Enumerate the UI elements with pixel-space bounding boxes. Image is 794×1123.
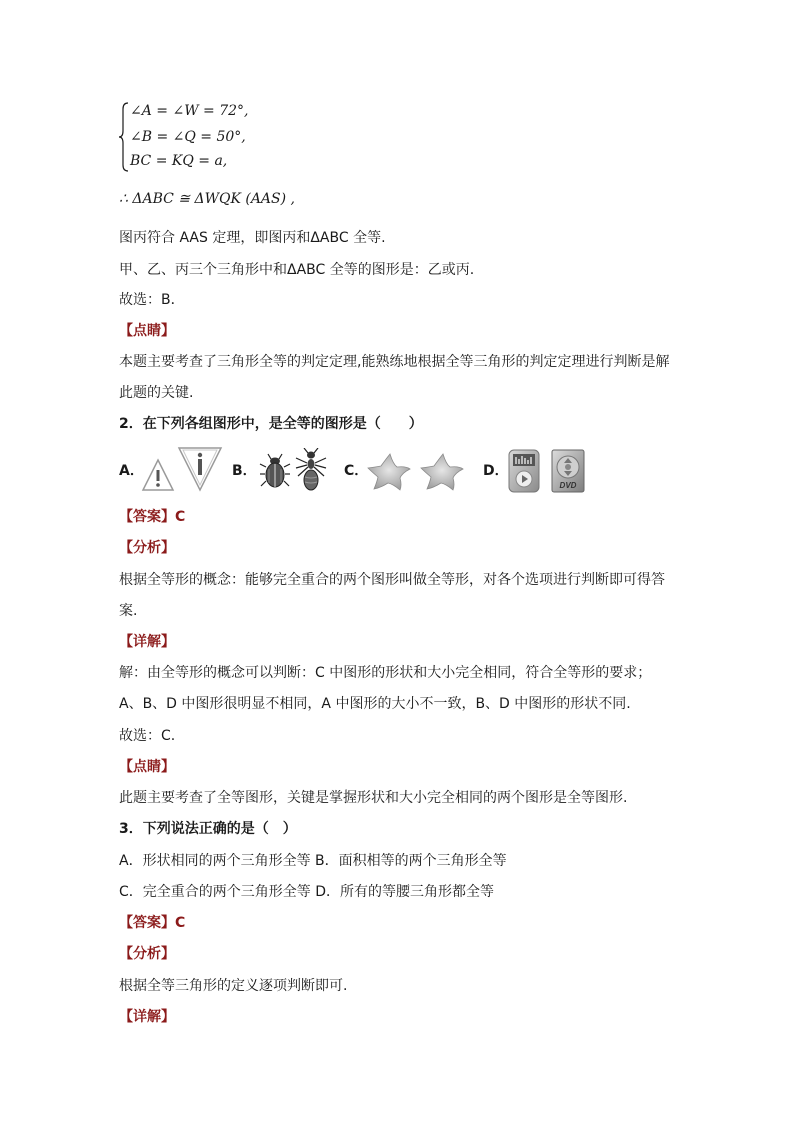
congruence-conclusion: ∴ ΔABC ≅ ΔWQK (AAS) , [119,191,295,207]
paragraph: 根据全等三角形的定义逐项判断即可. [119,978,348,994]
large-warning-triangle-icon [177,446,223,492]
equation-line-1: ∠A = ∠W = 72°, [130,103,249,119]
option-a-label: A． [119,463,144,479]
answer-label: 【答案】C [119,509,186,525]
option-d-label: D． [483,463,509,479]
media-player-icon [508,449,540,493]
question-2: 2．在下列各组图形中，是全等的图形是（ ） [119,416,423,432]
equation-line-3: BC = KQ = a, [130,153,228,169]
question-3: 3．下列说法正确的是（ ） [119,821,297,837]
question-2-options [119,446,599,496]
option-b-label: B． [232,463,257,479]
left-brace-icon [119,101,129,173]
paragraph: 图丙符合 AAS 定理，即图丙和ΔABC 全等. [119,230,386,246]
beetle-icon [259,453,291,491]
paragraph: 此题的关键. [119,385,194,401]
star-shape-icon [366,452,412,492]
small-warning-triangle-icon [141,458,175,492]
section-heading: 【详解】 [119,1009,175,1025]
section-heading: 【详解】 [119,634,175,650]
paragraph: 根据全等形的概念：能够完全重合的两个图形叫做全等形，对各个选项进行判断即可得答 [119,572,665,588]
ant-icon [293,448,329,492]
paragraph: 故选：C. [119,728,176,744]
option-c-label: C． [344,463,369,479]
paragraph: 本题主要考查了三角形全等的判定定理,能熟练地根据全等三角形的判定定理进行判断是解 [119,354,670,370]
paragraph: 甲、乙、丙三个三角形中和ΔABC 全等的图形是：乙或丙. [119,262,475,278]
dvd-label: DVD [559,481,577,490]
answer-label: 【答案】C [119,915,186,931]
paragraph: 案. [119,603,138,619]
paragraph: 此题主要考查了全等图形，关键是掌握形状和大小完全相同的两个图形是全等图形. [119,790,628,806]
section-heading: 【点睛】 [119,759,175,775]
options-ab: A．形状相同的两个三角形全等 B．面积相等的两个三角形全等 [119,853,507,869]
paragraph: 解：由全等形的概念可以判断：C 中图形的形状和大小完全相同，符合全等形的要求； [119,665,652,681]
dvd-case-icon [551,449,585,493]
equation-line-2: ∠B = ∠Q = 50°, [130,129,246,145]
paragraph: A、B、D 中图形很明显不相同，A 中图形的大小不一致，B、D 中图形的形状不同. [119,696,631,712]
section-heading: 【分析】 [119,540,175,556]
options-cd: C．完全重合的两个三角形全等 D．所有的等腰三角形都全等 [119,884,495,900]
section-heading: 【分析】 [119,946,175,962]
section-heading: 【点睛】 [119,323,175,339]
paragraph: 故选：B． [119,292,185,308]
star-shape-icon [419,452,465,492]
